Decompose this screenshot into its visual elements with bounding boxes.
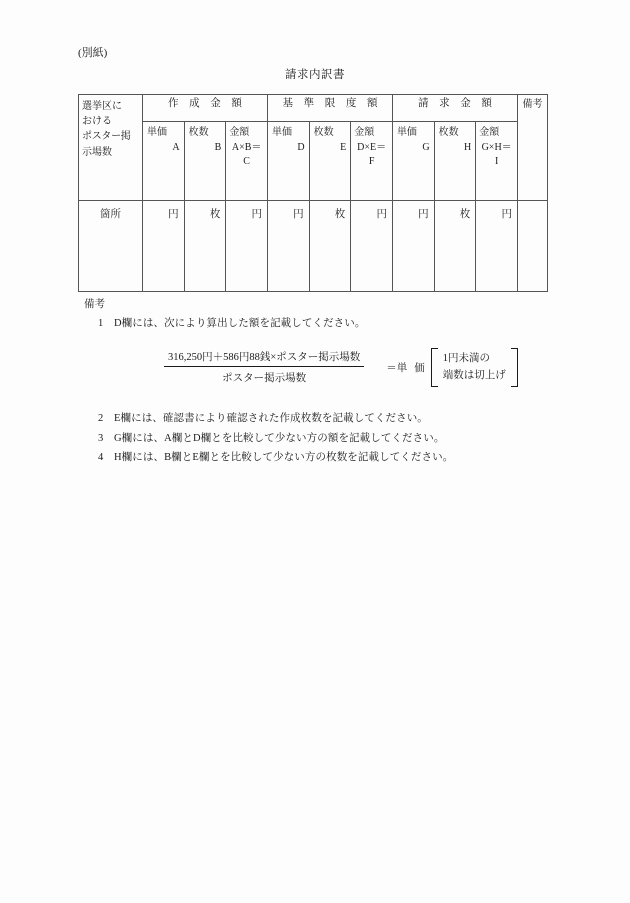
group-header-production-amount: 作 成 金 額 [143, 95, 268, 122]
note-text-2: E欄には、確認書により確認された作成枚数を記載してください。 [114, 413, 428, 424]
header-cell-poster-sites [79, 95, 143, 201]
note-item-2 [84, 414, 564, 425]
rounding-note-line-2: 端数は切上げ [442, 370, 506, 382]
notes-heading: 備考 [84, 299, 105, 310]
cell-amount-f[interactable]: 円 [351, 201, 393, 292]
note-number-4: 4 [98, 452, 104, 463]
rounding-note-line-1: 1円未満の [442, 353, 491, 364]
attachment-label: (別紙) [78, 47, 108, 59]
cell-sheets-h[interactable]: 枚 [434, 201, 476, 292]
cell-unit-price-g[interactable]: 円 [392, 201, 434, 292]
poster-sites-line-3: ポスター掲 [82, 131, 131, 143]
formula-denominator: ポスター掲示場数 [222, 373, 307, 385]
sub-header-unit-price-d: 単価 D [267, 122, 309, 201]
poster-sites-line-1: 選挙区に [82, 101, 122, 112]
note-number-3: 3 [98, 432, 104, 444]
cell-unit-price-d[interactable]: 円 [267, 201, 309, 292]
note-text-1: D欄には、次により算出した額を記載してください。 [114, 317, 366, 329]
notes-section [84, 300, 564, 338]
group-header-standard-limit-amount: 基 準 限 度 額 [267, 95, 392, 122]
notes-section-continued [84, 414, 564, 473]
cell-sheets-e[interactable]: 枚 [309, 201, 351, 292]
invoice-breakdown-table-wrapper [78, 94, 548, 292]
note-item-1 [84, 319, 564, 330]
sub-header-sheets-h: 枚数 H [434, 122, 476, 201]
poster-sites-line-4: 示場数 [82, 146, 112, 158]
table-sub-header-row [79, 122, 548, 201]
sub-header-amount-f: 金額 D×E＝ F [351, 122, 393, 201]
note-item-4 [84, 453, 564, 464]
formula-fraction [164, 349, 364, 385]
cell-poster-sites-count[interactable]: 箇所 [79, 201, 143, 292]
page-title: 請求内訳書 [285, 69, 345, 81]
brace-right-bracket [511, 348, 518, 387]
sub-header-amount-i: 金額 G×H＝ I [476, 122, 518, 201]
sub-header-sheets-b: 枚数 B [184, 122, 226, 201]
note-number-1: 1 [98, 317, 104, 329]
cell-sheets-b[interactable]: 枚 [184, 201, 226, 292]
poster-sites-line-2: おける [82, 116, 112, 128]
note-number-2: 2 [98, 413, 104, 424]
invoice-breakdown-table [78, 94, 548, 292]
note-item-3 [84, 434, 564, 445]
formula-rounding-note [431, 348, 518, 387]
table-row [79, 201, 548, 292]
brace-left-bracket [431, 348, 438, 387]
unit-price-formula [84, 348, 564, 387]
sub-header-unit-price-a: 単価 A [143, 122, 185, 201]
note-text-4: H欄には、B欄とE欄とを比較して少ない方の枚数を記載してください。 [114, 452, 454, 463]
sub-header-unit-price-g: 単価 G [392, 122, 434, 201]
table-group-header-row [79, 95, 548, 122]
cell-amount-c[interactable]: 円 [226, 201, 268, 292]
sub-header-amount-c: 金額 A×B＝ C [226, 122, 268, 201]
cell-unit-price-a[interactable]: 円 [143, 201, 185, 292]
group-header-claim-amount: 請 求 金 額 [392, 95, 517, 122]
cell-remarks[interactable] [518, 201, 548, 292]
formula-numerator: 316,250円＋586円88銭×ポスター掲示場数 [164, 349, 364, 367]
header-cell-remarks: 備考 [518, 95, 548, 201]
sub-header-sheets-e: 枚数 E [309, 122, 351, 201]
formula-result-label: ＝単 価 [386, 362, 425, 374]
cell-amount-i[interactable]: 円 [476, 201, 518, 292]
note-text-3: G欄には、A欄とD欄とを比較して少ない方の額を記載してください。 [114, 432, 445, 444]
